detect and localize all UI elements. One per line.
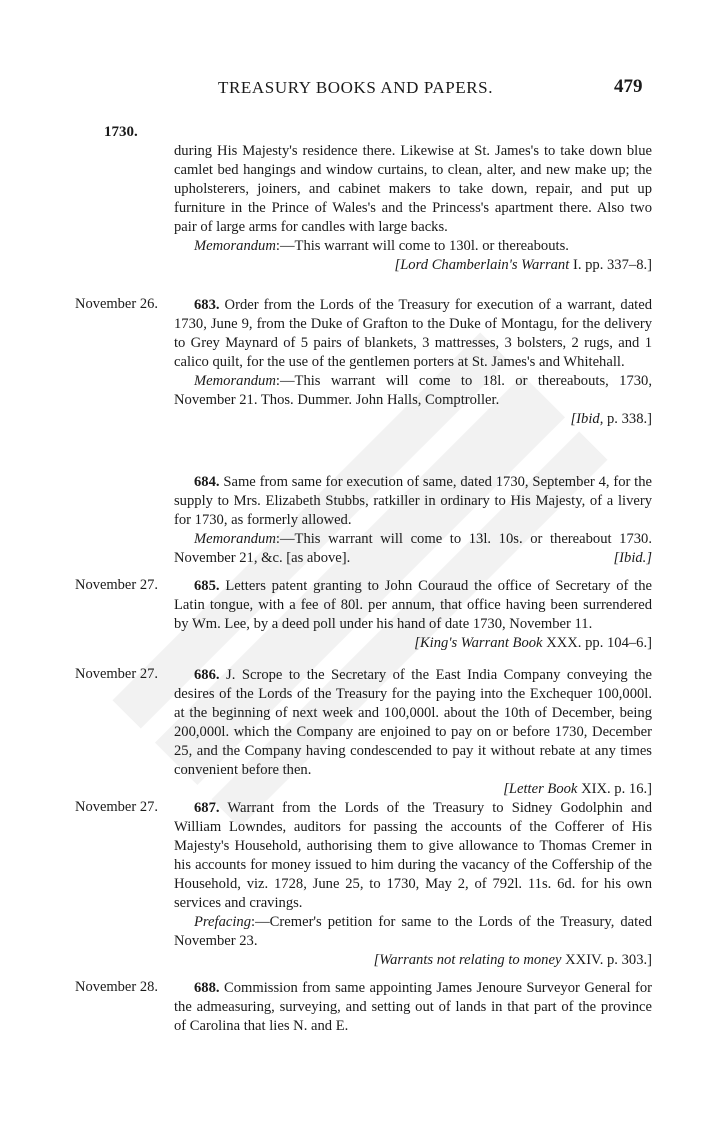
source-reference — [174, 634, 652, 653]
memo-text: :—This warrant will come to 18l. or thereabouts, 1730, November 21. Thos. Dummer. John Halls, Comptroller. — [174, 373, 652, 408]
entry-body — [174, 296, 652, 429]
entry-date: November 26. — [75, 296, 158, 312]
entry-date: November 27. — [75, 666, 158, 682]
ref-title: [King's Warrant Book — [414, 635, 543, 651]
entry-body — [174, 799, 652, 970]
source-reference — [174, 410, 652, 429]
memo-label: Memorandum — [194, 531, 276, 547]
entry-paragraph — [174, 473, 652, 530]
ref-pages: XIX. p. 16.] — [581, 781, 652, 797]
entry-text: Commission from same appointing James Jenoure Surveyor General for the admeasuring, surveying, and setting out of lands in that part of the province of Carolina that lies N. and E. — [174, 980, 652, 1034]
entry-text: J. Scrope to the Secretary of the East India Company conveying the desires of the Lords of the Treasury for the paying into the Exchequer 100,000l. at the beginning of next week and 100,000l. about the 10th of December, being 200,000l. which the Company are enjoined to pay on or before 1730, December 25, and the Company having condescended to pay it without rebate at any times convenient before then. — [174, 667, 653, 778]
entry-body — [174, 666, 652, 799]
entry-text: during His Majesty's residence there. Likewise at St. James's to take down blue camlet bed hangings and window curtains, to clean, alter, and new make up; the upholsterers, joiners, and cabinet makers to take down, repair, and put up furniture in the Prince of Wales's and the Princess's apartment there. Also two pair of large arms for candles with large backs. — [174, 143, 652, 235]
entry-paragraph — [174, 577, 652, 634]
ref-pages: XXX. pp. 104–6.] — [546, 635, 652, 651]
memo-label: Memorandum — [194, 373, 276, 389]
entry-number: 688. — [194, 980, 220, 996]
entry-paragraph — [174, 666, 652, 780]
memo-label: Memorandum — [194, 238, 276, 254]
entry-body — [174, 577, 652, 653]
ref-title: [Warrants not relating to money — [373, 952, 562, 968]
page-number: 479 — [614, 76, 643, 97]
entry-text: Same from same for execution of same, dated 1730, September 4, for the supply to Mrs. Elizabeth Stubbs, ratkiller in ordinary to His Majesty, of a livery for 1730, as formerly allowed. — [174, 474, 652, 528]
entry-date: November 27. — [75, 577, 158, 593]
source-reference — [174, 256, 652, 275]
ref-pages: I. pp. 337–8.] — [572, 257, 652, 273]
ref-pages: p. 338.] — [607, 411, 652, 427]
ref-title: [Letter Book — [503, 781, 578, 797]
source-reference — [174, 780, 652, 799]
entry-number: 683. — [194, 297, 220, 313]
entry-paragraph — [174, 296, 652, 372]
entry-number: 684. — [194, 474, 220, 490]
entry-body — [174, 473, 652, 568]
source-reference — [174, 951, 652, 970]
ref-title: [Lord Chamberlain's Warrant — [394, 257, 570, 273]
memorandum — [174, 530, 652, 568]
entry-body — [174, 142, 652, 275]
memo-text: :—Cremer's petition for same to the Lords of the Treasury, dated November 23. — [174, 914, 652, 949]
entry-date: November 28. — [75, 979, 158, 995]
memorandum — [174, 372, 652, 410]
entry-text: Letters patent granting to John Couraud the office of Secretary of the Latin tongue, with a fee of 80l. per annum, that office having been surrendered by Wm. Lee, by a deed poll under his hand of date 1730, November 11. — [174, 578, 653, 632]
entry-number: 685. — [194, 578, 220, 594]
memo-label: Prefacing — [194, 914, 252, 930]
ref-title: [Ibid, — [570, 411, 604, 427]
entry-date: November 27. — [75, 799, 158, 815]
entry-number: 687. — [194, 800, 220, 816]
memorandum — [174, 237, 652, 256]
ref-pages: XXIV. p. 303.] — [565, 952, 652, 968]
page-header — [0, 78, 720, 104]
memo-text: :—This warrant will come to 130l. or thereabouts. — [275, 238, 569, 254]
entry-text: Warrant from the Lords of the Treasury to Sidney Godolphin and William Lowndes, auditors for passing the accounts of the Cofferer of His Majesty's Household, authorising them to give allowance to Thomas Cremer in his accounts for money issued to him during the vacancy of the Coffership of the Household, viz. 1728, June 25, to 1730, May 2, of 792l. 11s. 6d. for his own services and cravings. — [174, 800, 653, 911]
entry-paragraph — [174, 799, 652, 913]
memo-text: :—This warrant will come to 13l. 10s. or thereabout 1730. November 21, &c. [as above]. — [174, 531, 652, 566]
running-title: TREASURY BOOKS AND PAPERS. — [218, 78, 494, 97]
entry-text: Order from the Lords of the Treasury for execution of a warrant, dated 1730, June 9, from the Duke of Grafton to the Duke of Montagu, for the delivery to Grey Maynard of 5 pairs of blankets, 3 mattresses, 3 bolsters, 2 rugs, and 1 calico quilt, for the use of the gentlemen porters at St. James's and Whitehall. — [174, 297, 652, 370]
ref-title: [Ibid.] — [613, 550, 652, 566]
entry-paragraph — [174, 979, 652, 1036]
year-marker: 1730. — [104, 124, 138, 140]
entry-number: 686. — [194, 667, 220, 683]
entry-body — [174, 979, 652, 1036]
memorandum — [174, 913, 652, 951]
